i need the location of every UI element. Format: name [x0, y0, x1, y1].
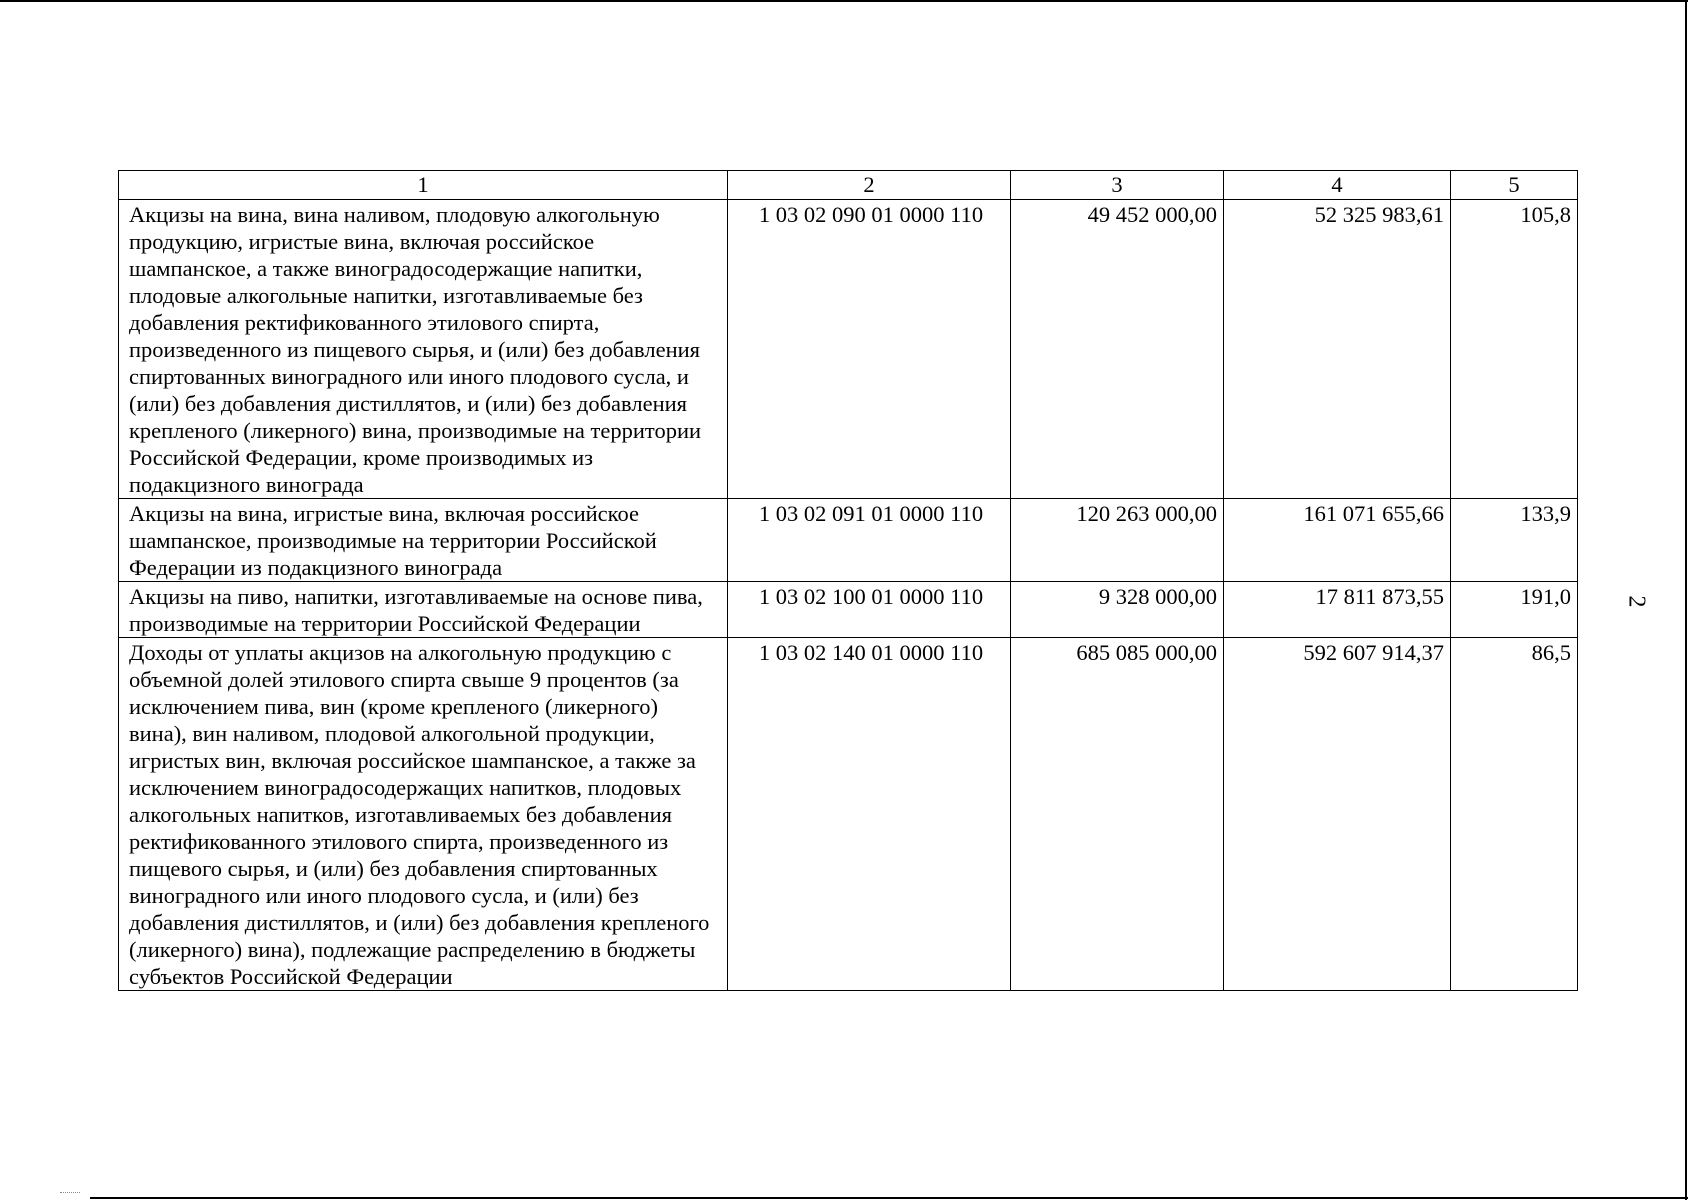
header-col-4: 4: [1224, 171, 1451, 200]
page-bottom-edge: [90, 1197, 1688, 1199]
row-percent: 191,0: [1451, 582, 1578, 638]
row-budget-code: 1 03 02 090 01 0000 110: [728, 200, 1011, 499]
table-header-row: [119, 171, 1578, 200]
row-planned-amount: 685 085 000,00: [1011, 638, 1224, 991]
row-actual-amount: 161 071 655,66: [1224, 499, 1451, 582]
page-right-edge: [1685, 0, 1687, 1200]
header-col-5: 5: [1451, 171, 1578, 200]
row-budget-code: 1 03 02 100 01 0000 110: [728, 582, 1011, 638]
row-budget-code: 1 03 02 091 01 0000 110: [728, 499, 1011, 582]
row-description: Акцизы на пиво, напитки, изготавливаемые на основе пива, производимые на территории Российской Федерации: [119, 582, 728, 638]
row-description: Акцизы на вина, вина наливом, плодовую алкогольную продукцию, игристые вина, включая российское шампанское, а также виноградосодержащие напитки, плодовые алкогольные напитки, изготавливаемые без добавления ректификованного этилового спирта, произведенного из пищевого сырья, и (или) без добавления спиртованных виноградного или иного плодового сусла, и (или) без добавления дистиллятов, и (или) без добавления крепленого (ликерного) вина, производимые на территории Российской Федерации, кроме производимых из подакцизного винограда: [119, 200, 728, 499]
row-percent: 133,9: [1451, 499, 1578, 582]
excise-revenue-table: [118, 170, 1578, 991]
table-row: [119, 582, 1578, 638]
row-planned-amount: 49 452 000,00: [1011, 200, 1224, 499]
row-percent: 105,8: [1451, 200, 1578, 499]
row-actual-amount: 52 325 983,61: [1224, 200, 1451, 499]
table-row: [119, 638, 1578, 991]
page-top-edge: [0, 0, 1688, 2]
row-description: Акцизы на вина, игристые вина, включая российское шампанское, производимые на территории Российской Федерации из подакцизного винограда: [119, 499, 728, 582]
row-actual-amount: 17 811 873,55: [1224, 582, 1451, 638]
table-row: [119, 499, 1578, 582]
row-planned-amount: 120 263 000,00: [1011, 499, 1224, 582]
header-col-2: 2: [728, 171, 1011, 200]
row-actual-amount: 592 607 914,37: [1224, 638, 1451, 991]
header-col-3: 3: [1011, 171, 1224, 200]
row-planned-amount: 9 328 000,00: [1011, 582, 1224, 638]
table-row: [119, 200, 1578, 499]
row-budget-code: 1 03 02 140 01 0000 110: [728, 638, 1011, 991]
header-col-1: 1: [119, 171, 728, 200]
page-number: 2: [1623, 595, 1650, 608]
scan-artifact: [60, 1192, 80, 1195]
row-percent: 86,5: [1451, 638, 1578, 991]
row-description: Доходы от уплаты акцизов на алкогольную продукцию с объемной долей этилового спирта свыше 9 процентов (за исключением пива, вин (кроме крепленого (ликерного) вина), вин наливом, плодовой алкогольной продукции, игристых вин, включая российское шампанское, а также за исключением виноградосодержащих напитков, плодовых алкогольных напитков, изготавливаемых без добавления ректификованного этилового спирта, произведенного из пищевого сырья, и (или) без добавления спиртованных виноградного или иного плодового сусла, и (или) без добавления дистиллятов, и (или) без добавления крепленого (ликерного) вина), подлежащие распределению в бюджеты субъектов Российской Федерации: [119, 638, 728, 991]
